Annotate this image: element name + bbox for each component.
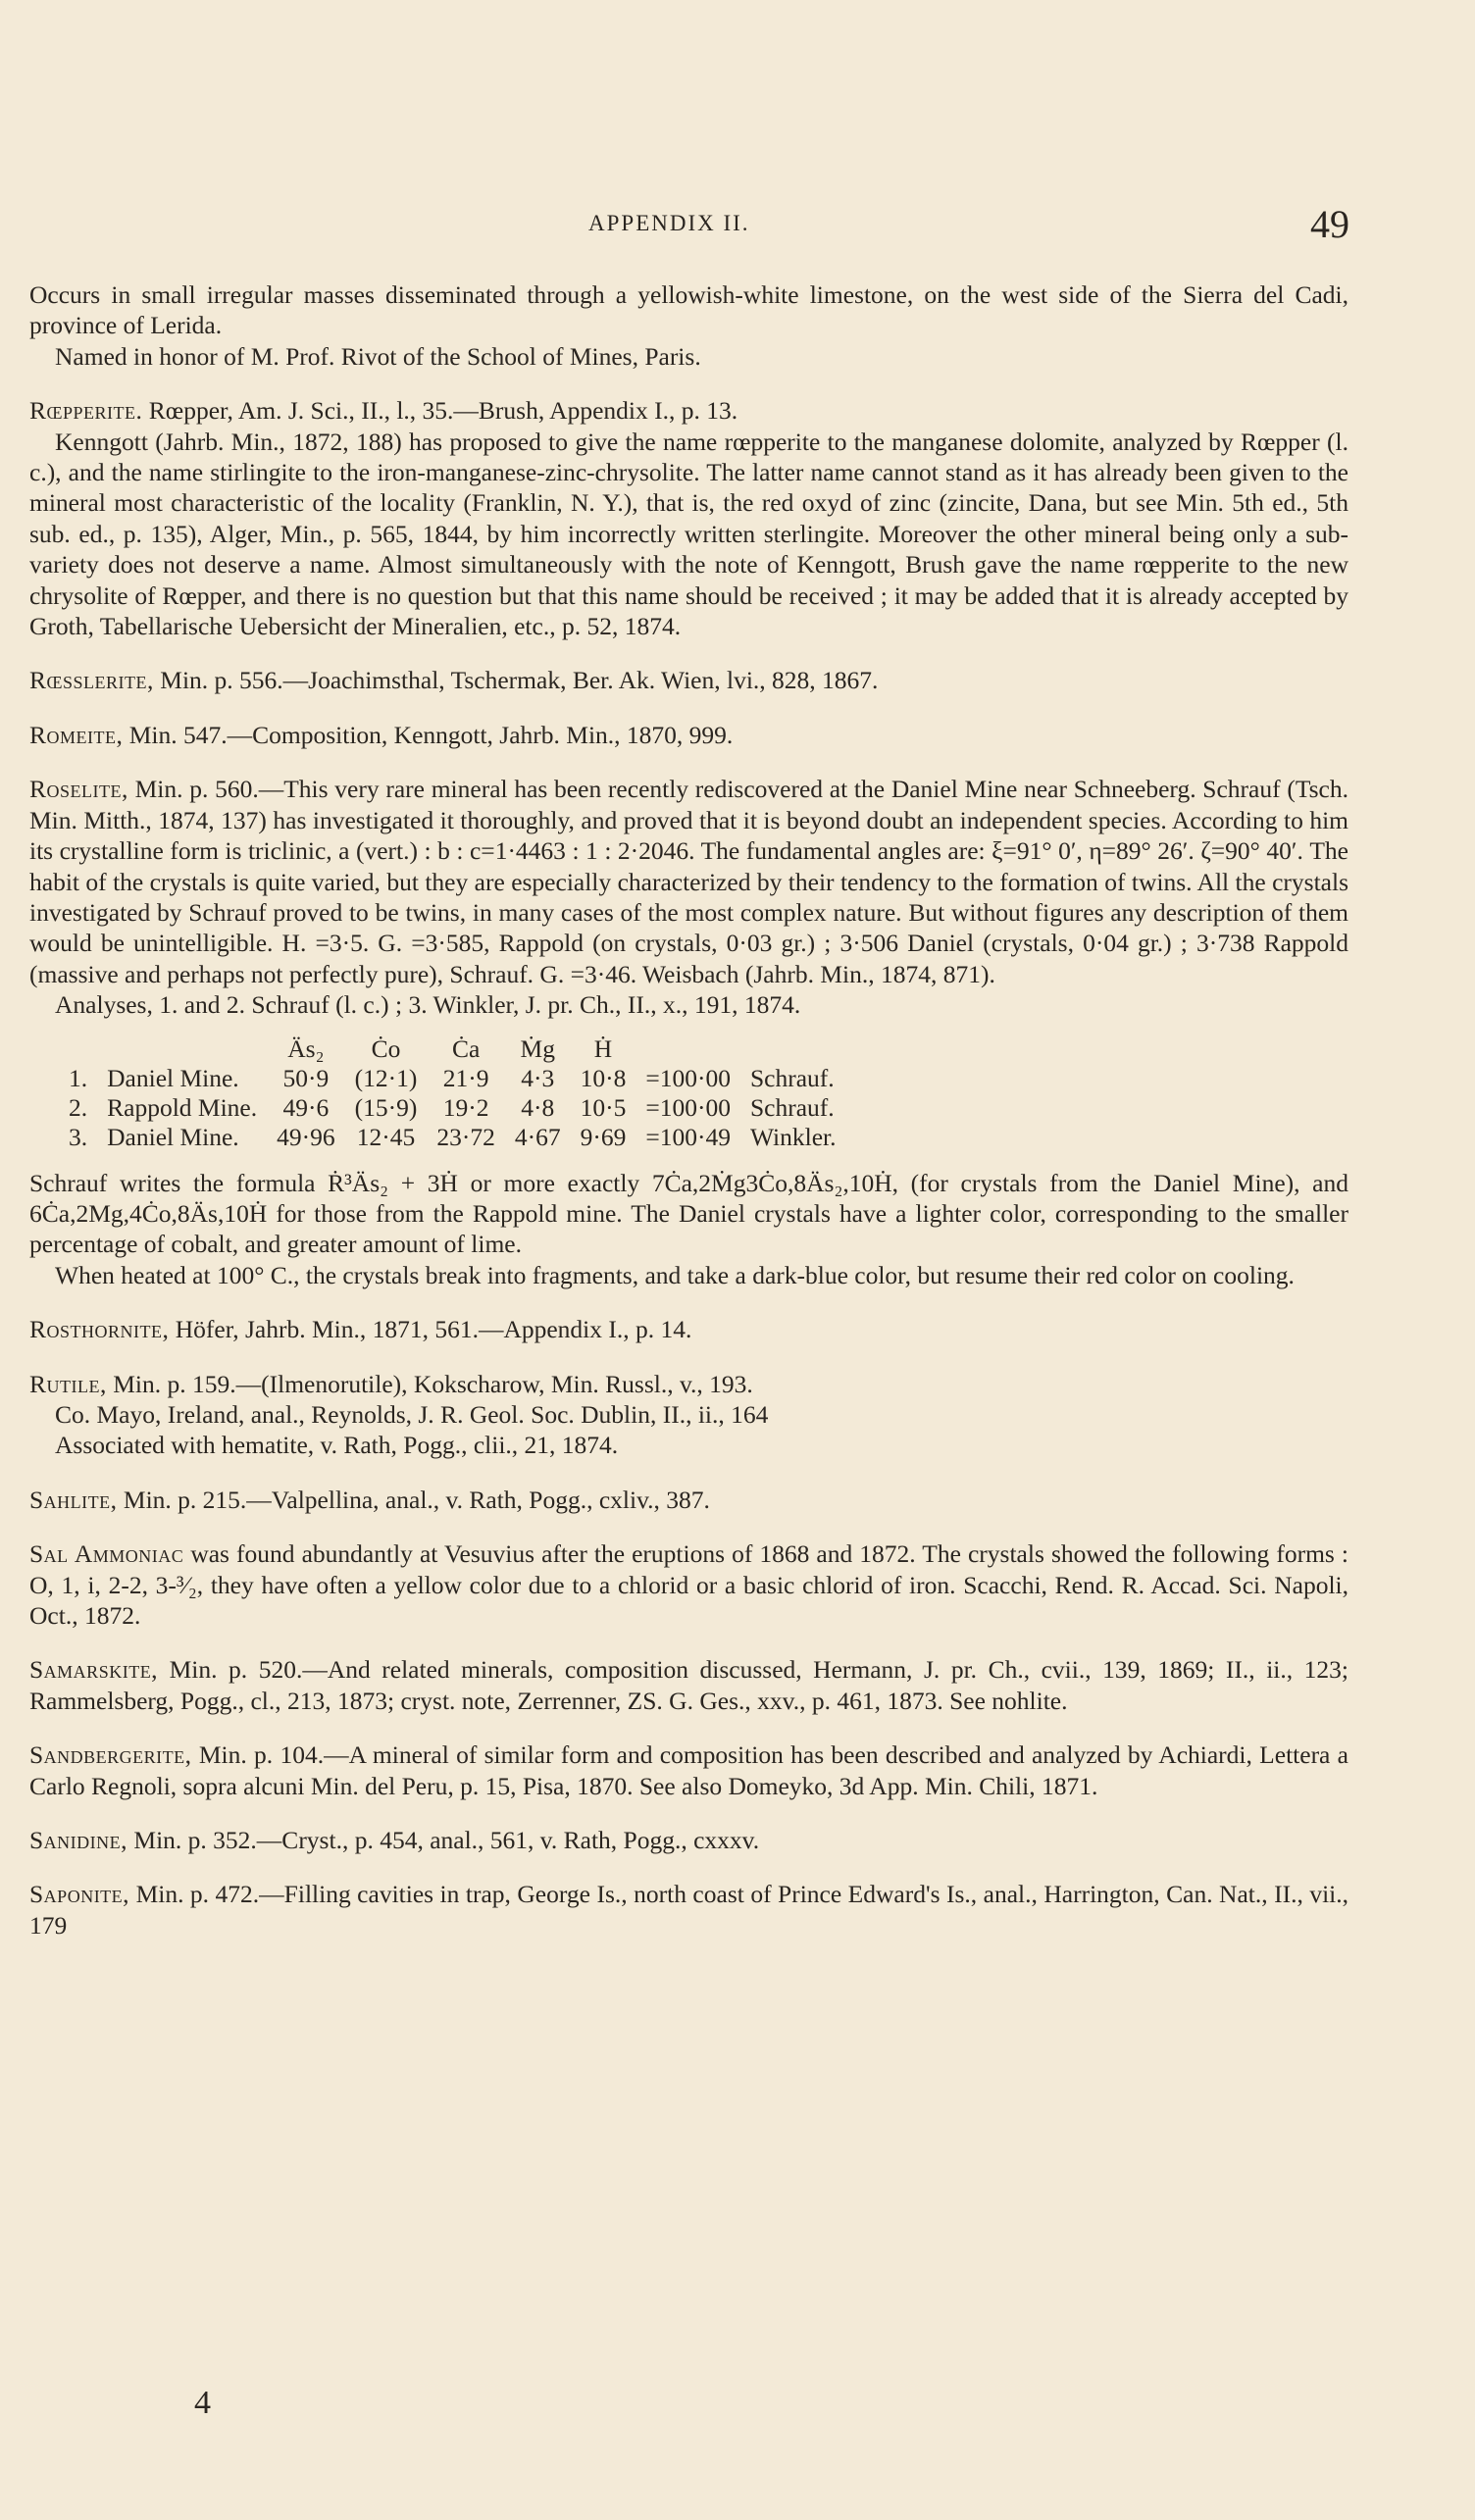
cell-co: (12·1) <box>354 1063 418 1092</box>
entry-head: Romeite, <box>29 720 124 749</box>
column-header: Ċa <box>451 1033 481 1063</box>
cell-analyst: Schrauf. <box>749 1063 835 1092</box>
entry-text: Min. p. 472.—Filling cavities in trap, George Is., north coast of Prince Edward's Is., anal., Harrington, Can. Nat., II., vii., 179 <box>29 1880 1349 1940</box>
row-number: 2. <box>69 1092 88 1122</box>
paragraph: Named in honor of M. Prof. Rivot of the School of Mines, Paris. <box>55 341 701 371</box>
cell-h: 9·69 <box>580 1122 627 1151</box>
entry-text: Min. p. 520.—And related minerals, composition discussed, Hermann, J. pr. Ch., cvii., 139, 1869; II., ii., 123; Rammelsberg, Pogg., cl., 213, 1873; cryst. note, Zerrenner, ZS. G. Ges., xxv., p. 461, 1873. See nohlite. <box>29 1655 1349 1715</box>
cell-h: 10·5 <box>580 1092 627 1122</box>
paragraph: Associated with hematite, v. Rath, Pogg., clii., 21, 1874. <box>55 1431 619 1460</box>
paragraph: Co. Mayo, Ireland, anal., Reynolds, J. R. Geol. Soc. Dublin, II., ii., 164 <box>55 1399 769 1429</box>
entry-head: Sandbergerite, <box>29 1740 192 1770</box>
entry-text: Rœpper, Am. J. Sci., II., l., 35.—Brush, Appendix I., p. 13. <box>148 396 738 426</box>
entry-saponite <box>29 1879 1348 1940</box>
entry-line <box>29 1485 1348 1515</box>
entry-text: Min. p. 215.—Valpellina, anal., v. Rath, Pogg., cxliv., 387. <box>123 1485 710 1514</box>
entry-sahlite <box>29 1485 1348 1515</box>
paragraph: Schrauf writes the formula Ṙ³Äs₂ + 3Ḣ or more exactly 7Ċa,2Ṁg3Ċo,8Äs₂,10Ḣ, (for crystals from the Daniel Mine), and 6Ċa,2Mg,4Ċo,8Äs,10Ḣ for those from the Rappold mine. The Daniel crystals have a lighter color, corresponding to the smaller percentage of cobalt, and greater amount of lime. <box>29 1168 1348 1259</box>
entry-text: was found abundantly at Vesuvius after the eruptions of 1868 and 1872. The crystals showed the following forms : O, 1, i, 2-2, 3-³⁄₂, they have often a yellow color due to a chlorid or a basic chlorid of iron. Scacchi, Rend. R. Accad. Sci. Napoli, Oct., 1872. <box>29 1539 1348 1630</box>
entry-text: Min. p. 556.—Joachimsthal, Tschermak, Ber. Ak. Wien, lvi., 828, 1867. <box>160 666 879 695</box>
entry-line <box>29 1538 1348 1631</box>
cell-as: 49·96 <box>277 1122 335 1151</box>
entry-head: Rutile, <box>29 1369 107 1398</box>
page-number: 49 <box>1310 202 1349 246</box>
cell-analyst: Winkler. <box>749 1122 837 1151</box>
column-header: Ṁg <box>520 1033 555 1063</box>
entry-head: Saponite, <box>29 1880 130 1909</box>
entry-line <box>29 1654 1348 1716</box>
cell-h: 10·8 <box>580 1063 627 1092</box>
entry-text: Höfer, Jahrb. Min., 1871, 561.—Appendix I., p. 14. <box>175 1315 692 1344</box>
entry-text: Min. p. 159.—(Ilmenorutile), Kokscharow, Min. Russl., v., 193. <box>113 1369 753 1398</box>
entry-line <box>29 1879 1348 1940</box>
row-number: 1. <box>69 1063 88 1092</box>
cell-total: =100·00 <box>645 1092 731 1122</box>
page-header <box>0 201 1475 250</box>
entry-romeite <box>29 720 1348 750</box>
page-body <box>29 279 1348 1964</box>
cell-as: 49·6 <box>282 1092 330 1122</box>
entry-rutile <box>29 1369 1348 1461</box>
entry-text: Min. p. 560.—This very rare mineral has been recently rediscovered at the Daniel Mine near Schneeberg. Schrauf (Tsch. Min. Mitth., 1874, 137) has investigated it thoroughly, and proved that it is beyond doubt an independent species. According to him its crystalline form is triclinic, a (vert.) : b : c=1·4463 : 1 : 2·2046. The fundamental angles are: ξ=91° 0′, η=89° 26′. ζ=90° 40′. The habit of the crystals is quite varied, but they are especially characterized by their tendency to the formation of twins. All the crystals investigated by Schrauf proved to be twins, in many cases of the most complex nature. But without figures any description of them would be unintelligible. H. =3·5. G. =3·585, Rappold (on crystals, 0·03 gr.) ; 3·506 Daniel (crystals, 0·04 gr.) ; 3·738 Rappold (massive and perhaps not perfectly pure), Schrauf. G. =3·46. Weisbach (Jahrb. Min., 1874, 871). <box>29 775 1349 988</box>
cell-co: (15·9) <box>354 1092 418 1122</box>
running-title: APPENDIX II. <box>588 211 750 235</box>
cell-total: =100·49 <box>645 1122 731 1151</box>
column-header: Äs₂ <box>287 1033 325 1063</box>
cell-ca: 23·72 <box>436 1122 495 1151</box>
entry-text: Min. 547.—Composition, Kenngott, Jahrb. Min., 1870, 999. <box>128 720 734 749</box>
cell-ca: 21·9 <box>442 1063 489 1092</box>
entry-line <box>29 720 1348 750</box>
entry-rivotite-continued <box>29 279 1348 372</box>
entry-head: Rœsslerite, <box>29 666 154 695</box>
column-header: Ḣ <box>593 1033 613 1063</box>
entry-head: Sanidine, <box>29 1826 128 1855</box>
entry-head: Samarskite, <box>29 1655 159 1685</box>
entry-head: Sahlite, <box>29 1485 118 1514</box>
table-header-row <box>69 1034 855 1064</box>
paragraph: When heated at 100° C., the crystals break into fragments, and take a dark-blue color, but resume their red color on cooling. <box>55 1260 1295 1289</box>
cell-mg: 4·8 <box>521 1092 555 1122</box>
column-header: Ċo <box>371 1033 401 1063</box>
paragraph: Analyses, 1. and 2. Schrauf (l. c.) ; 3. Winkler, J. pr. Ch., II., x., 191, 1874. <box>55 990 801 1020</box>
entry-head: Rosthornite, <box>29 1315 170 1344</box>
row-locality: Rappold Mine. <box>107 1092 258 1122</box>
entry-line <box>29 665 1348 695</box>
entry-roesslerite <box>29 665 1348 695</box>
entry-line <box>29 1825 1348 1855</box>
entry-sal-ammoniac <box>29 1538 1348 1631</box>
cell-ca: 19·2 <box>442 1092 489 1122</box>
row-locality: Daniel Mine. <box>107 1063 239 1092</box>
cell-analyst: Schrauf. <box>749 1092 835 1122</box>
paragraph: Kenngott (Jahrb. Min., 1872, 188) has proposed to give the name rœpperite to the manganese dolomite, analyzed by Rœpper (l. c.), and the name stirlingite to the iron-manganese-zinc-chrysolite. The latter name cannot stand as it has already been given to the mineral most characteristic of the locality (Franklin, N. Y.), that is, the red oxyd of zinc (zincite, Dana, but see Min. 5th ed., 5th sub. ed., p. 135), Alger, Min., p. 565, 1844, by him incorrectly written sterlingite. Moreover the other mineral being only a sub-variety does not deserve a name. Almost simultaneously with the note of Kenngott, Brush gave the name rœpperite to the new chrysolite of Rœpper, and there is no question but that this name should be received ; it may be added that it is already accepted by Groth, Tabellarische Uebersicht der Mineralien, etc., p. 52, 1874. <box>29 427 1348 641</box>
entry-line <box>29 1369 1348 1399</box>
cell-mg: 4·67 <box>514 1122 561 1151</box>
entry-line <box>29 395 1348 426</box>
analyses-table <box>69 1034 855 1152</box>
cell-as: 50·9 <box>282 1063 330 1092</box>
entry-sandbergerite <box>29 1739 1348 1801</box>
table-row <box>69 1064 855 1093</box>
entry-head: Roselite, <box>29 775 128 804</box>
entry-line <box>29 1314 1348 1344</box>
cell-mg: 4·3 <box>521 1063 555 1092</box>
entry-text: Min. p. 104.—A mineral of similar form and composition has been described and analyzed by Achiardi, Lettera a Carlo Regnoli, sopra alcuni Min. del Peru, p. 15, Pisa, 1870. See also Domeyko, 3d App. Min. Chili, 1871. <box>29 1740 1348 1800</box>
entry-roselite <box>29 774 1348 1290</box>
cell-co: 12·45 <box>356 1122 416 1151</box>
entry-text: Min. p. 352.—Cryst., p. 454, anal., 561, v. Rath, Pogg., cxxxv. <box>133 1826 760 1855</box>
paragraph: Occurs in small irregular masses disseminated through a yellowish-white limestone, on the west side of the Sierra del Cadi, province of Lerida. <box>29 280 1348 340</box>
row-locality: Daniel Mine. <box>107 1122 239 1151</box>
entry-head: Sal Ammoniac <box>29 1539 184 1569</box>
table-row <box>69 1093 855 1123</box>
entry-head: Rœpperite. <box>29 396 143 426</box>
entry-samarskite <box>29 1654 1348 1716</box>
entry-line <box>29 1739 1348 1801</box>
table-row <box>69 1123 855 1152</box>
entry-rosthornite <box>29 1314 1348 1344</box>
entry-line <box>29 774 1348 989</box>
row-number: 3. <box>69 1122 88 1151</box>
signature-mark: 4 <box>194 2385 211 2421</box>
entry-sanidine <box>29 1825 1348 1855</box>
entry-roepperite <box>29 395 1348 641</box>
cell-total: =100·00 <box>645 1063 731 1092</box>
